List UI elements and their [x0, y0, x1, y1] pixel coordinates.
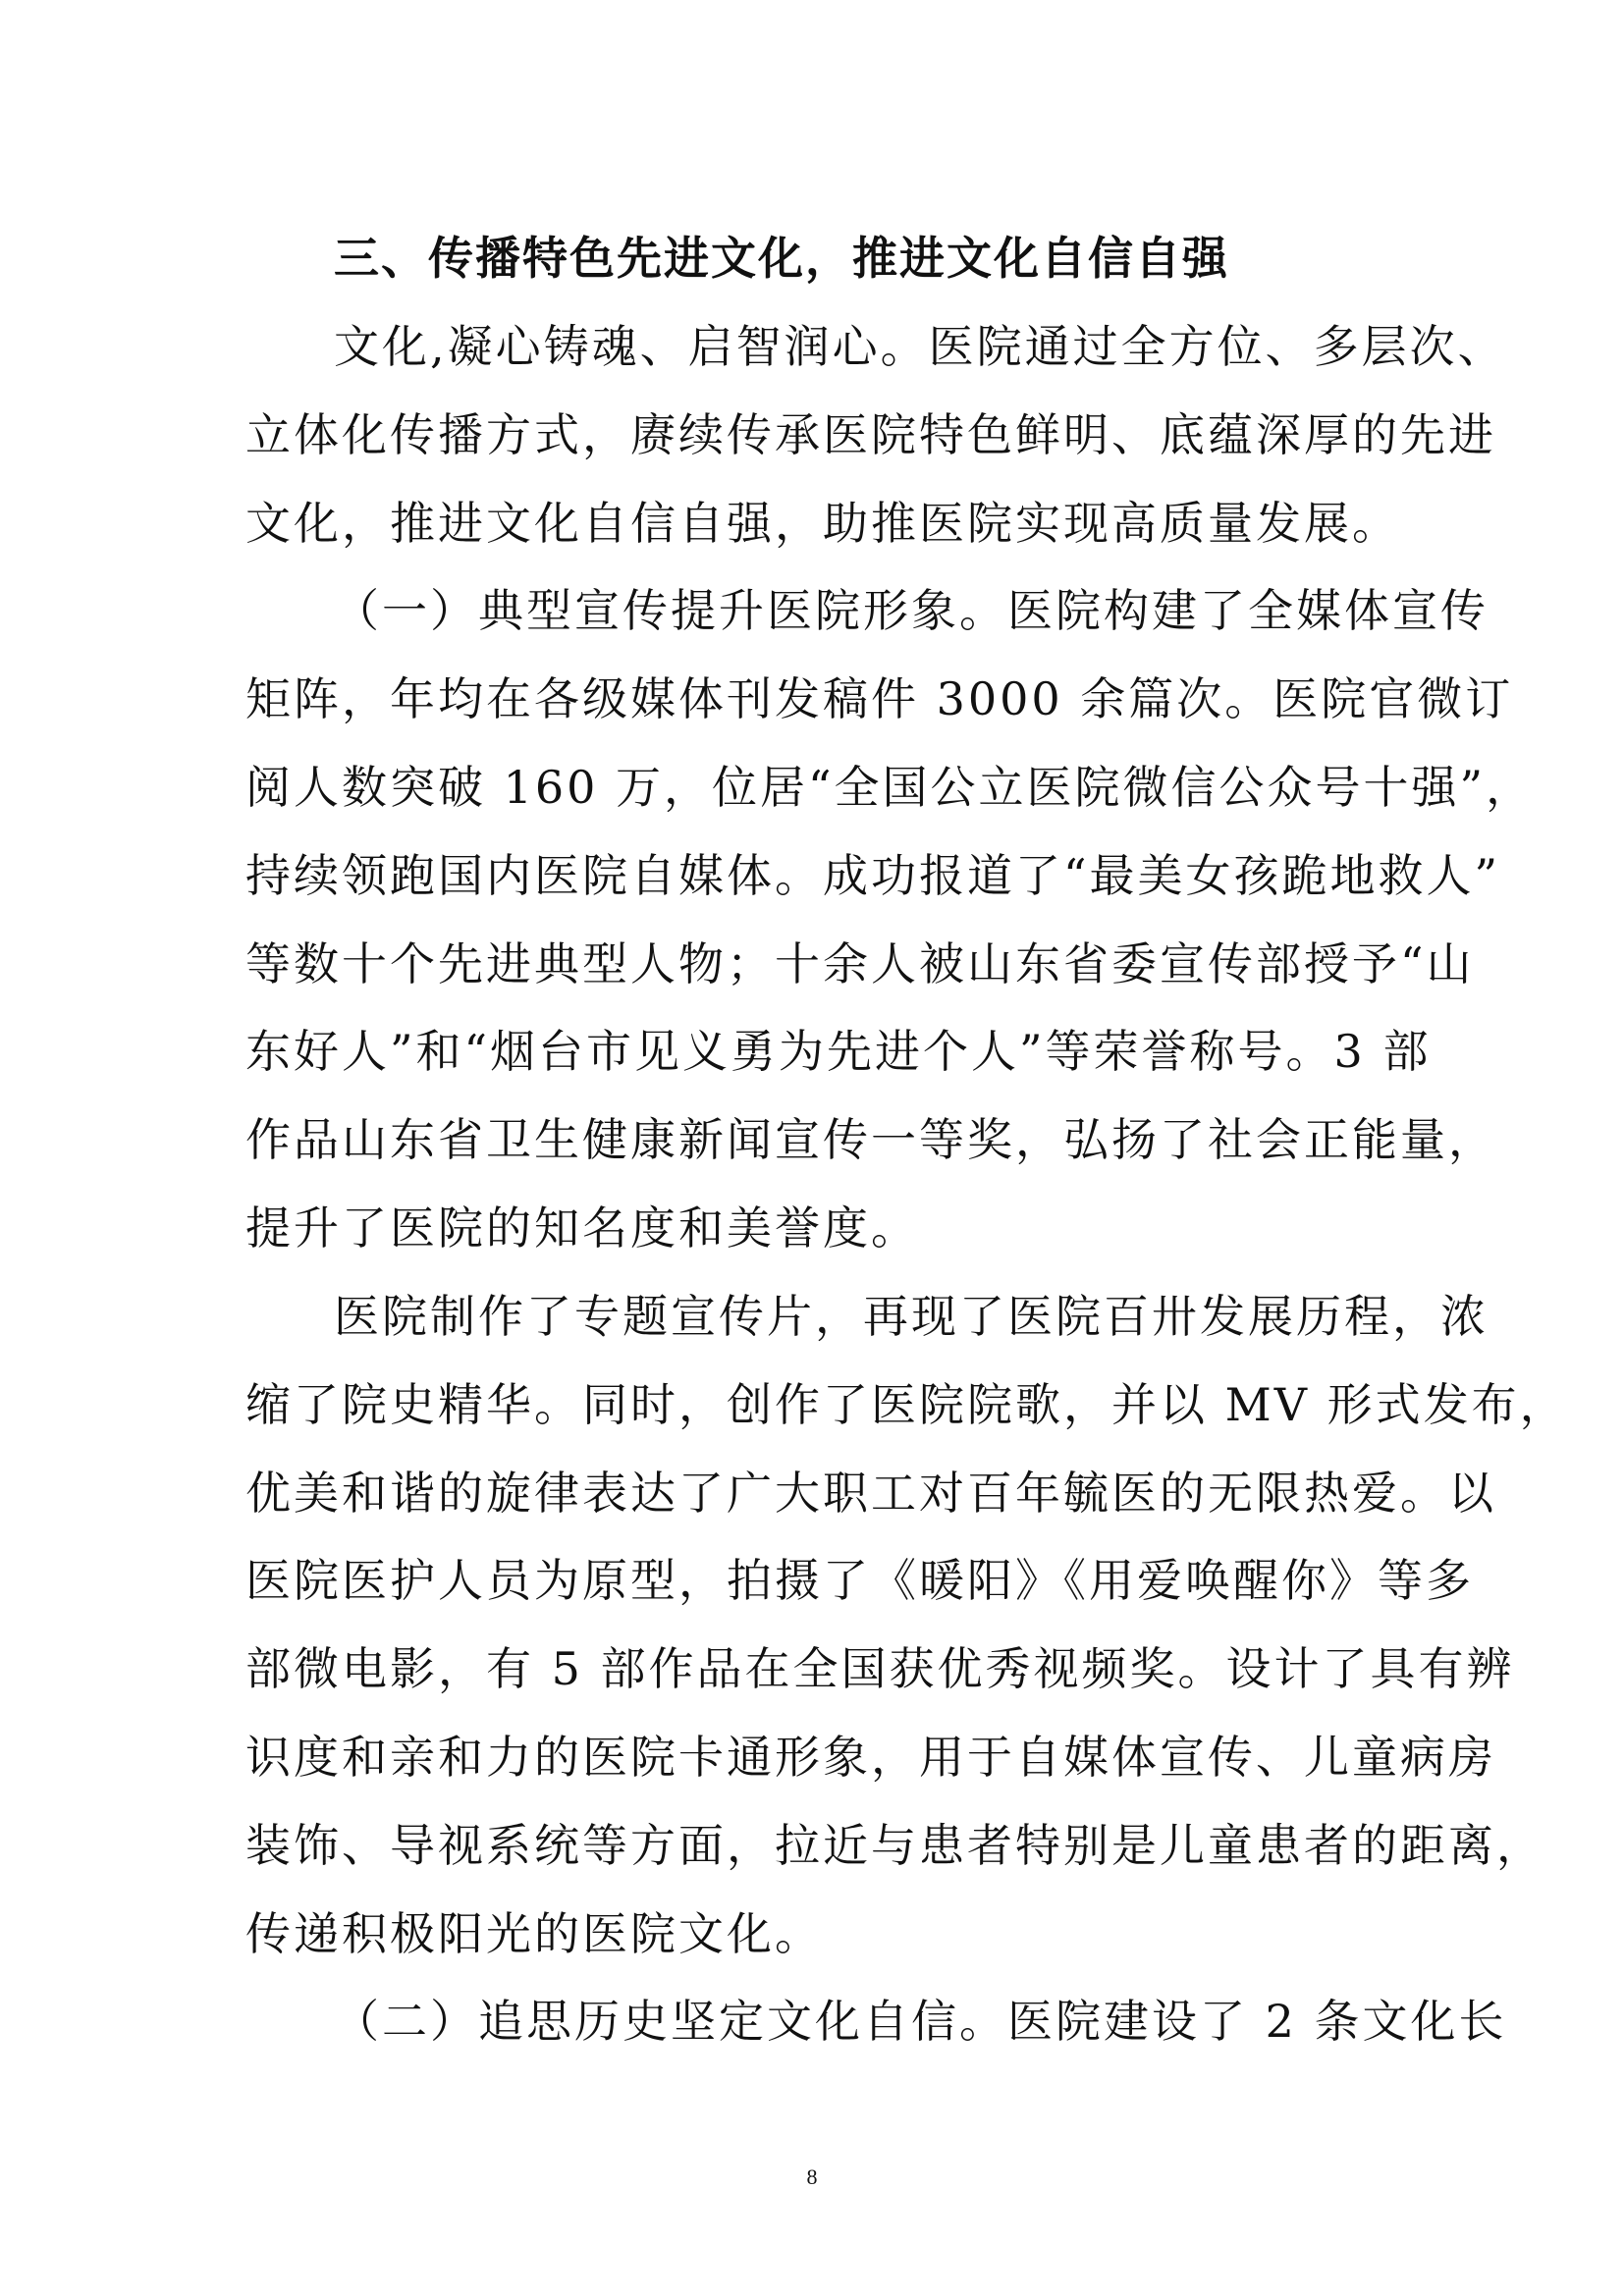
paragraph-1-line-2: 立体化传播方式，赓续传承医院特色鲜明、底蕴深厚的先进 — [245, 408, 1496, 461]
paragraph-3-line-3: 优美和谐的旋律表达了广大职工对百年毓医的无限热爱。以 — [245, 1467, 1496, 1520]
paragraph-3-line-7: 装饰、导视系统等方面，拉近与患者特别是儿童患者的距离， — [245, 1819, 1544, 1872]
paragraph-2-line-7: 作品山东省卫生健康新闻宣传一等奖，弘扬了社会正能量， — [245, 1113, 1496, 1166]
paragraph-3-line-8: 传递积极阳光的医院文化。 — [245, 1907, 823, 1960]
page-number: 8 — [806, 2164, 818, 2189]
section-heading: 三、传播特色先进文化，推进文化自信自强 — [334, 232, 1229, 285]
paragraph-2-line-6: 东好人”和“烟台市见义勇为先进个人”等荣誉称号。3 部 — [245, 1025, 1432, 1078]
paragraph-2-line-2: 矩阵，年均在各级媒体刊发稿件 3000 余篇次。医院官微订 — [245, 672, 1514, 725]
paragraph-3-line-1: 医院制作了专题宣传片，再现了医院百卅发展历程，浓 — [334, 1290, 1489, 1343]
paragraph-1-line-1: 文化,凝心铸魂、启智润心。医院通过全方位、多层次、 — [334, 320, 1506, 373]
paragraph-2-line-8: 提升了医院的知名度和美誉度。 — [245, 1201, 919, 1255]
paragraph-2-line-1: （一）典型宣传提升医院形象。医院构建了全媒体宣传 — [334, 584, 1489, 637]
paragraph-3-line-2: 缩了院史精华。同时，创作了医院院歌，并以 MV 形式发布， — [245, 1378, 1568, 1431]
paragraph-2-line-3: 阅人数突破 160 万，位居“全国公立医院微信公众号十强”， — [245, 761, 1535, 814]
paragraph-3-line-5: 部微电影，有 5 部作品在全国获优秀视频奖。设计了具有辨 — [245, 1642, 1515, 1695]
paragraph-4-line-1: （二）追思历史坚定文化自信。医院建设了 2 条文化长 — [334, 1995, 1507, 2048]
paragraph-3-line-6: 识度和亲和力的医院卡通形象，用于自媒体宣传、儿童病房 — [245, 1731, 1496, 1784]
paragraph-2-line-4: 持续领跑国内医院自媒体。成功报道了“最美女孩跪地救人” — [245, 849, 1501, 902]
paragraph-3-line-4: 医院医护人员为原型，拍摄了《暖阳》《用爱唤醒你》等多 — [245, 1554, 1474, 1607]
paragraph-2-line-5: 等数十个先进典型人物；十余人被山东省委宣传部授予“山 — [245, 937, 1475, 990]
paragraph-1-line-3: 文化，推进文化自信自强，助推医院实现高质量发展。 — [245, 497, 1400, 550]
